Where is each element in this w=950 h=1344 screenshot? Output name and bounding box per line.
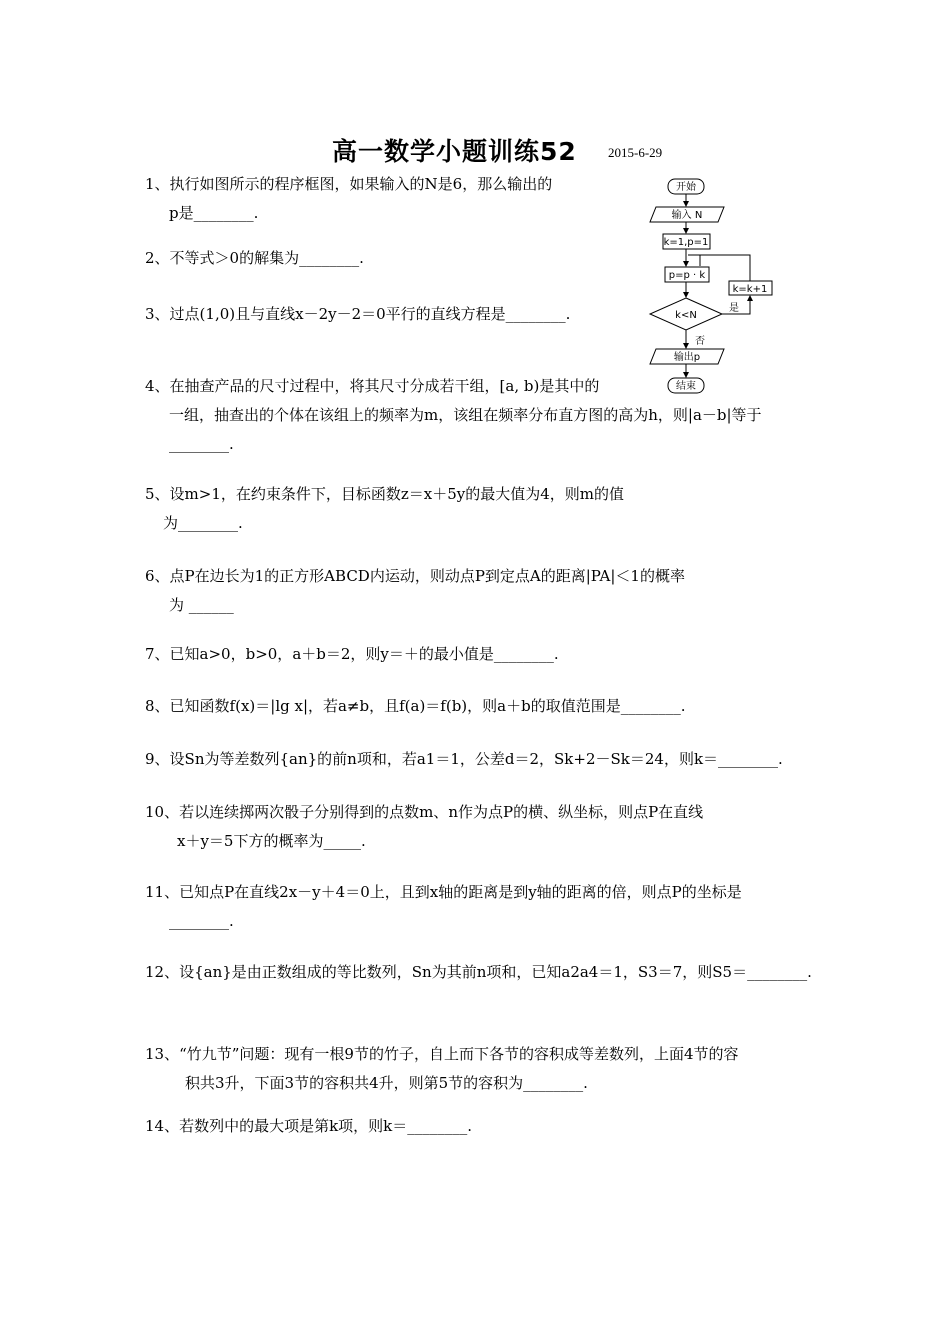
flow-start-label: 开始 bbox=[676, 182, 696, 193]
question-9 bbox=[145, 745, 783, 774]
question-3 bbox=[145, 300, 570, 329]
question-4-line3: ________. bbox=[169, 435, 234, 453]
question-2 bbox=[145, 244, 364, 273]
question-11-line1: 11、已知点P在直线2x－y＋4＝0上，且到x轴的距离是到y轴的距离的倍，则点P的坐标是 bbox=[145, 883, 742, 901]
flow-output-label: 输出p bbox=[673, 352, 701, 363]
question-10-line2: x＋y＝5下方的概率为_____. bbox=[177, 832, 366, 850]
question-1-line2: p是________. bbox=[169, 204, 259, 222]
question-7-line1: 7、已知a>0，b>0，a＋b＝2，则y＝＋的最小值是________. bbox=[145, 645, 559, 663]
question-4-line1: 4、在抽查产品的尺寸过程中，将其尺寸分成若干组，[a, b)是其中的 bbox=[145, 377, 600, 395]
question-5-line1: 5、设m>1，在约束条件下，目标函数z＝x＋5y的最大值为4，则m的值 bbox=[145, 485, 625, 503]
flow-yes-label: 是 bbox=[729, 303, 739, 314]
flow-input-label: 输入 N bbox=[671, 210, 703, 221]
question-13-line2: 积共3升，下面3节的容积共4升，则第5节的容积为________. bbox=[185, 1074, 588, 1092]
date-label: 2015-6-29 bbox=[608, 145, 663, 160]
question-5 bbox=[145, 480, 624, 538]
page-title: 高一数学小题训练52 bbox=[332, 137, 577, 166]
question-1-line1: 1、执行如图所示的程序框图，如果输入的N是6，那么输出的 bbox=[145, 175, 553, 193]
question-13-line1: 13、“竹九节”问题：现有一根9节的竹子，自上而下各节的容积成等差数列，上面4节的容 bbox=[145, 1045, 739, 1063]
question-10-line1: 10、若以连续掷两次骰子分别得到的点数m、n作为点P的横、纵坐标，则点P在直线 bbox=[145, 803, 704, 821]
question-9-line1: 9、设Sn为等差数列{an}的前n项和，若a1＝1，公差d＝2，Sk+2－Sk＝24，则k＝________. bbox=[145, 750, 783, 768]
question-4-line2: 一组，抽查出的个体在该组上的频率为m，该组在频率分布直方图的高为h，则|a－b|等于 bbox=[169, 406, 762, 424]
question-10 bbox=[145, 798, 703, 856]
question-3-line1: 3、过点(1,0)且与直线x－2y－2＝0平行的直线方程是________. bbox=[145, 305, 571, 323]
flow-update-label: k=k+1 bbox=[732, 284, 768, 295]
question-11-line2: ________. bbox=[169, 912, 234, 930]
question-14 bbox=[145, 1112, 472, 1141]
question-8 bbox=[145, 692, 685, 721]
question-12 bbox=[145, 958, 812, 987]
flow-init-label: k=1,p=1 bbox=[663, 237, 709, 248]
flow-no-label: 否 bbox=[695, 336, 705, 347]
question-6-line2: 为 ______ bbox=[169, 596, 234, 614]
question-6-line1: 6、点P在边长为1的正方形ABCD内运动，则动点P到定点A的距离|PA|＜1的概率 bbox=[145, 567, 685, 585]
question-13 bbox=[145, 1040, 739, 1098]
question-1 bbox=[145, 170, 552, 228]
question-7 bbox=[145, 640, 559, 669]
question-5-line2: 为________. bbox=[163, 514, 243, 532]
question-12-line1: 12、设{an}是由正数组成的等比数列，Sn为其前n项和，已知a2a4＝1，S3＝7，则S5＝________. bbox=[145, 963, 812, 981]
question-4 bbox=[145, 372, 762, 459]
flow-end-label: 结束 bbox=[676, 381, 696, 392]
question-8-line1: 8、已知函数f(x)＝|lg x|，若a≠b，且f(a)＝f(b)，则a＋b的取值范围是________. bbox=[145, 697, 686, 715]
question-11 bbox=[145, 878, 742, 936]
flow-process-label: p=p · k bbox=[668, 270, 706, 281]
question-14-line1: 14、若数列中的最大项是第k项，则k＝________. bbox=[145, 1117, 473, 1135]
question-6 bbox=[145, 562, 685, 620]
flow-condition-label: k<N bbox=[675, 310, 697, 321]
program-flowchart bbox=[640, 176, 780, 398]
question-2-line1: 2、不等式＞0的解集为________. bbox=[145, 249, 364, 267]
